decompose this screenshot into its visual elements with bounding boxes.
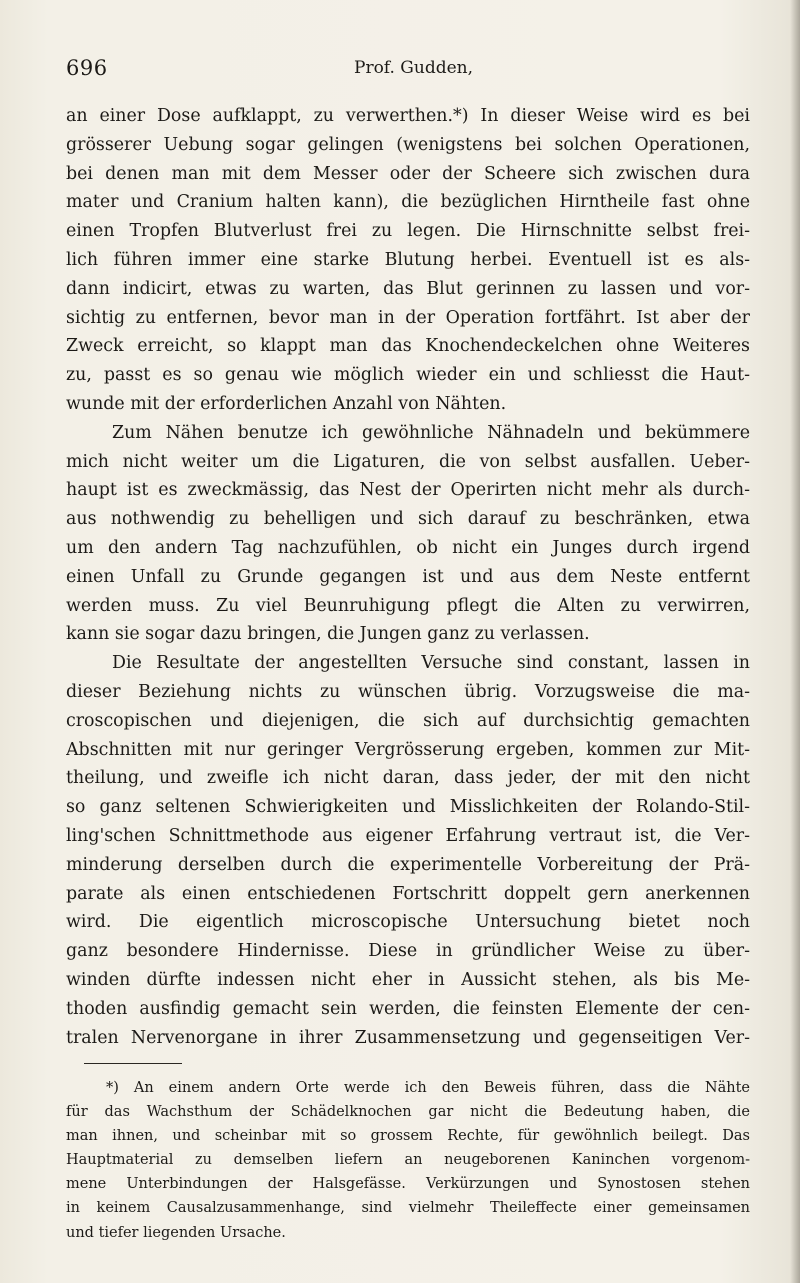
text-line: minderung derselben durch die experimentelle Vorbereitung der Prä-	[66, 854, 750, 875]
page-header	[66, 56, 750, 86]
footnote-text	[66, 1076, 750, 1245]
main-text	[66, 102, 750, 1052]
text-line: einen Unfall zu Grunde gegangen ist und aus dem Neste entfernt	[66, 566, 750, 587]
text-line: so ganz seltenen Schwierigkeiten und Misslichkeiten der Rolando-Stil-	[66, 797, 750, 818]
text-line: um den andern Tag nachzufühlen, ob nicht ein Junges durch irgend	[66, 537, 750, 558]
footnote-line: mene Unterbindungen der Halsgefässe. Verkürzungen und Synostosen stehen	[66, 1176, 750, 1193]
text-line: ling'schen Schnittmethode aus eigener Erfahrung vertraut ist, die Ver-	[66, 825, 750, 846]
text-line: an einer Dose aufklappt, zu verwerthen.*) In dieser Weise wird es bei	[66, 106, 750, 126]
text-line: dieser Beziehung nichts zu wünschen übrig. Vorzugsweise die ma-	[66, 681, 750, 702]
text-line: aus nothwendig zu behelligen und sich darauf zu beschränken, etwa	[66, 509, 750, 530]
text-line: zu, passt es so genau wie möglich wieder ein und schliesst die Haut-	[66, 365, 750, 386]
running-head: Prof. Gudden,	[354, 58, 473, 78]
text-line: thoden ausfindig gemacht sein werden, die feinsten Elemente der cen-	[66, 998, 750, 1019]
text-line: croscopischen und diejenigen, die sich auf durchsichtig gemachten	[66, 710, 750, 731]
text-line: haupt ist es zweckmässig, das Nest der Operirten nicht mehr als durch-	[66, 480, 750, 501]
text-line: winden dürfte indessen nicht eher in Aussicht stehen, als bis Me-	[66, 969, 750, 990]
text-line: lich führen immer eine starke Blutung herbei. Eventuell ist es als-	[66, 249, 750, 270]
text-line: tralen Nervenorgane in ihrer Zusammensetzung und gegenseitigen Ver-	[66, 1027, 750, 1048]
text-line: Die Resultate der angestellten Versuche sind constant, lassen in	[112, 653, 750, 674]
footnote-line: und tiefer liegenden Ursache.	[66, 1224, 286, 1241]
page-number: 696	[66, 56, 108, 80]
text-line: Abschnitten mit nur geringer Vergrösserung ergeben, kommen zur Mit-	[66, 739, 750, 760]
text-line: mich nicht weiter um die Ligaturen, die von selbst ausfallen. Ueber-	[66, 451, 750, 472]
text-line: einen Tropfen Blutverlust frei zu legen. Die Hirnschnitte selbst frei-	[66, 221, 750, 242]
text-line: Zum Nähen benutze ich gewöhnliche Nähnadeln und bekümmere	[112, 422, 750, 443]
text-line: sichtig zu entfernen, bevor man in der Operation fortfährt. Ist aber der	[66, 307, 750, 328]
footnote-line: Hauptmaterial zu demselben liefern an neugeborenen Kaninchen vorgenom-	[66, 1152, 750, 1169]
footnote-divider	[84, 1063, 182, 1064]
page-edge-shadow	[790, 0, 800, 1283]
footnote-line: in keinem Causalzusammenhange, sind vielmehr Theileffecte einer gemeinsamen	[66, 1200, 750, 1217]
text-line: mater und Cranium halten kann), die bezüglichen Hirntheile fast ohne	[66, 192, 750, 213]
text-line: ganz besondere Hindernisse. Diese in gründlicher Weise zu über-	[66, 941, 750, 962]
text-line: bei denen man mit dem Messer oder der Scheere sich zwischen dura	[66, 163, 750, 184]
text-line: wird. Die eigentlich microscopische Untersuchung bietet noch	[66, 912, 750, 933]
footnote-line: man ihnen, und scheinbar mit so grossem Rechte, für gewöhnlich beilegt. Das	[66, 1128, 750, 1145]
footnote-line: *) An einem andern Orte werde ich den Beweis führen, dass die Nähte	[106, 1080, 750, 1096]
text-line: kann sie sogar dazu bringen, die Jungen ganz zu verlassen.	[66, 624, 590, 645]
footnote-line: für das Wachsthum der Schädelknochen gar nicht die Bedeutung haben, die	[66, 1104, 750, 1121]
text-line: wunde mit der erforderlichen Anzahl von Nähten.	[66, 393, 507, 414]
text-line: Zweck erreicht, so klappt man das Knochendeckelchen ohne Weiteres	[66, 336, 750, 357]
text-line: dann indicirt, etwas zu warten, das Blut gerinnen zu lassen und vor-	[66, 278, 750, 299]
text-line: grösserer Uebung sogar gelingen (wenigstens bei solchen Operationen,	[66, 134, 750, 155]
text-line: theilung, und zweifle ich nicht daran, dass jeder, der mit den nicht	[66, 768, 750, 789]
text-line: parate als einen entschiedenen Fortschritt doppelt gern anerkennen	[66, 883, 750, 904]
text-line: werden muss. Zu viel Beunruhigung pflegt die Alten zu verwirren,	[66, 595, 750, 616]
